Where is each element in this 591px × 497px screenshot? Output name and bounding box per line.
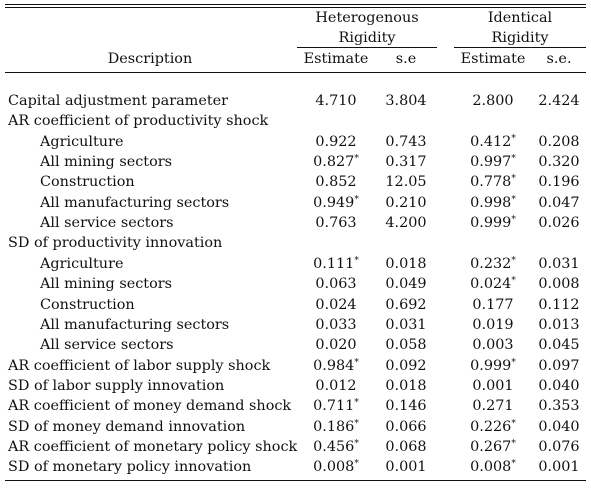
significance-star: * xyxy=(511,215,516,226)
row-label: SD of monetary policy innovation xyxy=(8,459,252,476)
cell-estimate-heterogenous xyxy=(297,132,375,152)
significance-star: * xyxy=(511,418,516,429)
row-label: All mining sectors xyxy=(40,154,173,171)
row-label: All mining sectors xyxy=(40,276,173,293)
cell-estimate-heterogenous xyxy=(297,437,375,457)
cell-value: 0.186 xyxy=(313,418,355,435)
cell-se-heterogenous xyxy=(375,193,437,213)
cell-value: 0.033 xyxy=(315,316,357,333)
cell-value: 0.049 xyxy=(385,276,427,293)
significance-star: * xyxy=(511,357,516,368)
cell-estimate-heterogenous xyxy=(297,457,375,477)
cell-se-heterogenous xyxy=(375,91,437,111)
cell-se-identical xyxy=(532,437,586,457)
row-label: AR coefficient of productivity shock xyxy=(8,113,269,130)
cell-estimate-heterogenous xyxy=(297,254,375,274)
cell-value: 0.353 xyxy=(538,398,580,415)
cell-estimate-heterogenous xyxy=(297,172,375,192)
cell-se-identical xyxy=(532,295,586,315)
cell-se-identical xyxy=(532,274,586,294)
cell-value: 0.018 xyxy=(385,377,427,394)
cell-value: 0.068 xyxy=(385,438,427,455)
cell-value: 0.711 xyxy=(313,398,355,415)
cell-se-identical xyxy=(532,213,586,233)
cell-se-identical xyxy=(532,315,586,335)
row-label: Construction xyxy=(40,296,135,313)
cell-estimate-identical xyxy=(454,376,532,396)
cell-estimate-identical xyxy=(454,193,532,213)
cell-value: 0.112 xyxy=(538,296,580,313)
cell-value: 0.008 xyxy=(538,276,580,293)
cell-value: 0.743 xyxy=(385,133,427,150)
top-rule xyxy=(5,4,586,5)
cell-estimate-identical xyxy=(454,254,532,274)
row-label: SD of labor supply innovation xyxy=(8,377,225,394)
significance-star: * xyxy=(511,174,516,185)
cell-estimate-identical xyxy=(454,335,532,355)
cell-value: 0.999 xyxy=(470,215,512,232)
cell-value: 0.763 xyxy=(315,215,357,232)
cell-value: 0.692 xyxy=(385,296,427,313)
cell-value: 0.999 xyxy=(470,357,512,374)
cell-se-identical xyxy=(532,172,586,192)
cell-value: 0.317 xyxy=(385,154,427,171)
significance-star: * xyxy=(354,418,359,429)
significance-star: * xyxy=(511,194,516,205)
cell-value: 0.026 xyxy=(538,215,580,232)
cell-se-heterogenous xyxy=(375,396,437,416)
cell-value: 0.922 xyxy=(315,133,357,150)
cell-value: 4.710 xyxy=(315,93,357,109)
significance-star: * xyxy=(354,154,359,165)
cell-value: 0.024 xyxy=(315,296,357,313)
cell-value: 0.024 xyxy=(470,276,512,293)
cell-estimate-identical xyxy=(454,437,532,457)
row-label: All manufacturing sectors xyxy=(40,316,230,333)
cell-value: 0.232 xyxy=(470,255,512,272)
group-header-identical-line2: Rigidity xyxy=(491,30,549,46)
cell-value: 0.412 xyxy=(470,133,512,150)
cell-value: 4.200 xyxy=(385,215,427,232)
cell-value: 0.020 xyxy=(315,337,357,354)
cell-se-identical xyxy=(532,356,586,376)
cell-value: 0.013 xyxy=(538,316,580,333)
cell-estimate-heterogenous xyxy=(297,193,375,213)
cell-estimate-heterogenous xyxy=(297,356,375,376)
cell-value: 0.019 xyxy=(472,316,514,333)
row-label: Agriculture xyxy=(40,133,124,150)
cell-se-identical xyxy=(532,132,586,152)
cell-se-heterogenous xyxy=(375,376,437,396)
cell-estimate-heterogenous xyxy=(297,315,375,335)
significance-star: * xyxy=(354,398,359,409)
cell-value: 0.196 xyxy=(538,174,580,191)
cell-estimate-heterogenous xyxy=(297,91,375,111)
cell-value: 0.047 xyxy=(538,194,580,211)
cell-estimate-heterogenous xyxy=(297,295,375,315)
row-label: SD of money demand innovation xyxy=(8,418,246,435)
cell-value: 0.018 xyxy=(385,255,427,272)
cell-value: 0.008 xyxy=(313,459,355,476)
cell-estimate-heterogenous xyxy=(297,152,375,172)
cell-value: 0.063 xyxy=(315,276,357,293)
cell-value: 0.226 xyxy=(470,418,512,435)
cell-value: 0.998 xyxy=(470,194,512,211)
cell-estimate-identical xyxy=(454,91,532,111)
cell-value: 0.146 xyxy=(385,398,427,415)
cell-se-identical xyxy=(532,193,586,213)
cell-value: 0.040 xyxy=(538,418,580,435)
significance-star: * xyxy=(511,438,516,449)
cell-se-heterogenous xyxy=(375,172,437,192)
cell-estimate-heterogenous xyxy=(297,213,375,233)
cell-value: 2.800 xyxy=(472,93,514,109)
cell-se-identical xyxy=(532,417,586,437)
cell-value: 0.092 xyxy=(385,357,427,374)
cell-se-identical xyxy=(532,376,586,396)
cell-value: 0.320 xyxy=(538,154,580,171)
column-header-estimate-2: Estimate xyxy=(460,51,526,67)
row-label: All manufacturing sectors xyxy=(40,194,230,211)
cell-se-heterogenous xyxy=(375,152,437,172)
cell-estimate-heterogenous xyxy=(297,274,375,294)
cell-estimate-identical xyxy=(454,417,532,437)
cell-value: 0.008 xyxy=(470,459,512,476)
cell-se-heterogenous xyxy=(375,274,437,294)
group-underline-heterogenous xyxy=(297,47,437,48)
group-header-heterogenous-line1: Heterogenous xyxy=(315,10,419,26)
group-underline-identical xyxy=(454,47,586,48)
cell-value: 12.05 xyxy=(385,174,427,191)
row-label: Agriculture xyxy=(40,255,124,272)
cell-estimate-identical xyxy=(454,213,532,233)
significance-star: * xyxy=(354,194,359,205)
cell-se-heterogenous xyxy=(375,457,437,477)
significance-star: * xyxy=(511,255,516,266)
cell-estimate-heterogenous xyxy=(297,335,375,355)
column-header-se-2: s.e. xyxy=(546,51,572,67)
row-label: AR coefficient of monetary policy shock xyxy=(8,438,298,455)
cell-value: 0.267 xyxy=(470,438,512,455)
cell-estimate-identical xyxy=(454,172,532,192)
cell-value: 0.001 xyxy=(538,459,580,476)
cell-value: 0.111 xyxy=(313,255,355,272)
cell-estimate-identical xyxy=(454,152,532,172)
cell-value: 0.949 xyxy=(313,194,355,211)
cell-se-heterogenous xyxy=(375,254,437,274)
cell-value: 2.424 xyxy=(538,93,580,109)
cell-value: 0.778 xyxy=(470,174,512,191)
cell-value: 0.827 xyxy=(313,154,355,171)
cell-value: 0.208 xyxy=(538,133,580,150)
significance-star: * xyxy=(511,154,516,165)
significance-star: * xyxy=(511,133,516,144)
cell-se-heterogenous xyxy=(375,132,437,152)
column-header-description: Description xyxy=(107,51,193,67)
cell-estimate-heterogenous xyxy=(297,376,375,396)
column-header-estimate-1: Estimate xyxy=(303,51,369,67)
cell-estimate-identical xyxy=(454,274,532,294)
row-label: All service sectors xyxy=(40,337,174,354)
cell-se-heterogenous xyxy=(375,295,437,315)
significance-star: * xyxy=(354,459,359,470)
cell-estimate-identical xyxy=(454,356,532,376)
cell-value: 0.031 xyxy=(538,255,580,272)
row-label: SD of productivity innovation xyxy=(8,235,223,252)
cell-se-identical xyxy=(532,152,586,172)
cell-value: 0.012 xyxy=(315,377,357,394)
cell-value: 0.177 xyxy=(472,296,514,313)
cell-value: 0.001 xyxy=(472,377,514,394)
cell-value: 0.076 xyxy=(538,438,580,455)
cell-estimate-identical xyxy=(454,457,532,477)
column-header-se-1: s.e xyxy=(395,51,417,67)
cell-se-heterogenous xyxy=(375,417,437,437)
row-label: AR coefficient of labor supply shock xyxy=(8,357,271,374)
row-label: AR coefficient of money demand shock xyxy=(8,398,292,415)
cell-value: 0.003 xyxy=(472,337,514,354)
cell-se-identical xyxy=(532,396,586,416)
group-header-identical-line1: Identical xyxy=(487,10,553,26)
cell-estimate-heterogenous xyxy=(297,396,375,416)
cell-value: 0.045 xyxy=(538,337,580,354)
cell-se-identical xyxy=(532,335,586,355)
cell-value: 0.097 xyxy=(538,357,580,374)
row-label: All service sectors xyxy=(40,215,174,232)
cell-estimate-identical xyxy=(454,295,532,315)
cell-estimate-identical xyxy=(454,132,532,152)
significance-star: * xyxy=(511,459,516,470)
cell-value: 0.058 xyxy=(385,337,427,354)
cell-value: 0.066 xyxy=(385,418,427,435)
row-label: Construction xyxy=(40,174,135,191)
cell-value: 0.031 xyxy=(385,316,427,333)
cell-value: 0.001 xyxy=(385,459,427,476)
cell-value: 0.852 xyxy=(315,174,357,191)
cell-se-identical xyxy=(532,457,586,477)
cell-value: 0.210 xyxy=(385,194,427,211)
group-header-heterogenous-line2: Rigidity xyxy=(338,30,396,46)
header-rule xyxy=(5,72,586,73)
bottom-rule xyxy=(5,480,586,481)
cell-estimate-identical xyxy=(454,396,532,416)
cell-se-identical xyxy=(532,91,586,111)
cell-se-heterogenous xyxy=(375,437,437,457)
cell-value: 0.040 xyxy=(538,377,580,394)
cell-se-heterogenous xyxy=(375,315,437,335)
row-label: Capital adjustment parameter xyxy=(8,93,229,109)
cell-estimate-heterogenous xyxy=(297,417,375,437)
significance-star: * xyxy=(354,357,359,368)
cell-value: 0.271 xyxy=(472,398,514,415)
cell-value: 0.997 xyxy=(470,154,512,171)
cell-se-heterogenous xyxy=(375,335,437,355)
cell-value: 0.456 xyxy=(313,438,355,455)
cell-value: 3.804 xyxy=(385,93,427,109)
cell-value: 0.984 xyxy=(313,357,355,374)
cell-se-heterogenous xyxy=(375,356,437,376)
significance-star: * xyxy=(511,276,516,287)
cell-se-identical xyxy=(532,254,586,274)
significance-star: * xyxy=(354,438,359,449)
cell-se-heterogenous xyxy=(375,213,437,233)
cell-estimate-identical xyxy=(454,315,532,335)
significance-star: * xyxy=(354,255,359,266)
